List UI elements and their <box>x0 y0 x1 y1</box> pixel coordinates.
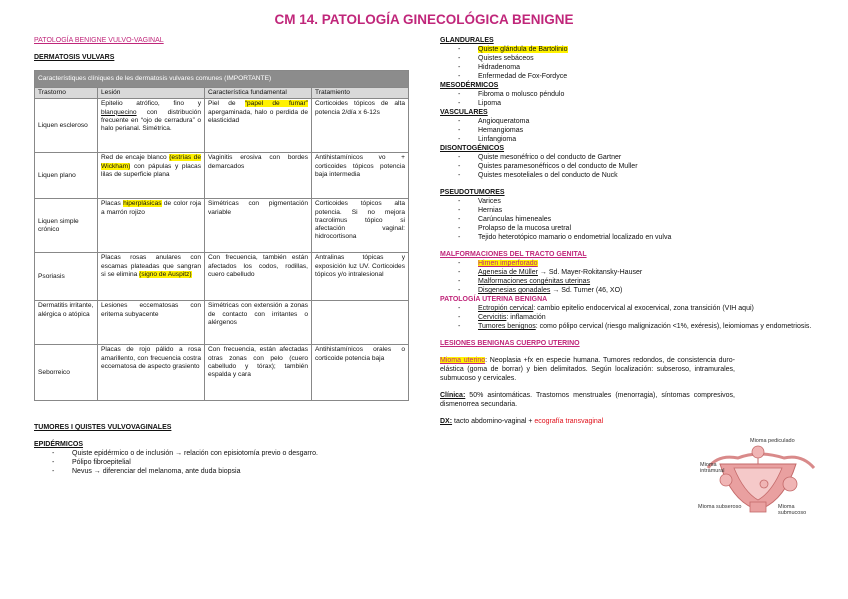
label-intramural: Mioma intramural <box>700 462 725 474</box>
label-pediculado: Mioma pediculado <box>750 438 795 444</box>
section-mesodermicos: MESODÉRMICOS <box>440 82 499 89</box>
table-caption: Característiques clíniques de les dermatosis vulvares comunes (IMPORTANTE) <box>35 71 409 88</box>
list-item: - Varices <box>458 197 820 206</box>
table-row <box>35 301 409 345</box>
cell-lesion: Placas de rojo pálido a rosa amarillento, con frecuencia costra eccematosa de aspecto grasiento <box>98 345 205 401</box>
list-item: - Pólipo fibroepitelial <box>52 458 409 467</box>
list-item: - Angioqueratoma <box>458 117 820 126</box>
vasculares-list <box>440 117 820 144</box>
dx-paragraph: DX: tacto abdomino-vaginal + ecografía transvaginal <box>440 418 604 425</box>
cell-trastorno: Liquen escleroso <box>35 99 98 153</box>
right-column <box>440 36 820 426</box>
list-item: - Quistes sebáceos <box>458 54 820 63</box>
cell-caracteristica: Con frecuencia, también están afectados los codos, rodillas, cuero cabelludo <box>205 253 312 301</box>
cell-tratamiento: Antralinas tópicas y exposición luz UV. Corticoides tópicos y/o intralesional <box>312 253 409 301</box>
section-vasculares: VASCULARES <box>440 109 488 116</box>
cell-trastorno: Dermatitis irritante, alérgica o atópica <box>35 301 98 345</box>
list-item: - Tumores benignos: como pólipo cervical (riesgo malignización <1%, exéresis), leiomiomas y endometriosis. <box>458 322 820 331</box>
list-item: - Malformaciones congénitas uterinas <box>458 277 820 286</box>
section-dermatosis: DERMATOSIS VULVARS <box>34 54 115 61</box>
cell-tratamiento: Corticoides tópicos de alta potencia 2/día x 6-12s <box>312 99 409 153</box>
list-item: - Quistes paramesonéfricos o del conducto de Muller <box>458 162 820 171</box>
cell-lesion: Lesiones eccematosas con eritema subyacente <box>98 301 205 345</box>
list-item: - Quistes mesoteliales o del conducto de Nuck <box>458 171 820 180</box>
pseudotumores-list <box>440 197 820 242</box>
cell-trastorno: Psoriasis <box>35 253 98 301</box>
section-pseudotumores: PSEUDOTUMORES <box>440 189 505 196</box>
cell-trastorno: Seborreico <box>35 345 98 401</box>
uterina-list <box>440 304 820 331</box>
list-item: - Linfangioma <box>458 135 820 144</box>
header-caracteristica: Característica fundamental <box>205 88 312 99</box>
list-item: - Tejido heterotópico mamario o endometrial localizado en vulva <box>458 233 820 242</box>
cell-lesion: Red de encaje blanco (estrías de Wickham) con pápulas y placas lilas de superficie plana <box>98 153 205 199</box>
header-tratamiento: Tratamiento <box>312 88 409 99</box>
list-item: - Nevus → diferenciar del melanoma, ante duda biopsia <box>52 467 409 476</box>
list-item: - Enfermedad de Fox-Fordyce <box>458 72 820 81</box>
cell-trastorno: Liquen plano <box>35 153 98 199</box>
cell-trastorno: Liquen simple crónico <box>35 199 98 253</box>
table-row <box>35 345 409 401</box>
list-item: - Hidradenoma <box>458 63 820 72</box>
mesodermicos-list <box>440 90 820 108</box>
header-trastorno: Trastorno <box>35 88 98 99</box>
dermatosis-table <box>34 70 409 401</box>
list-item: - Hernias <box>458 206 820 215</box>
uterus-illustration <box>698 438 824 516</box>
cell-caracteristica: Vaginitis erosiva con bordes demarcados <box>205 153 312 199</box>
section-tumores: TUMORES I QUISTES VULVOVAGINALES <box>34 424 172 432</box>
cell-caracteristica: Simétricas con pigmentación variable <box>205 199 312 253</box>
clinica-paragraph: Clínica: 50% asintomáticas. Trastornos menstruales (menorragia), síntomas compresivos, dismenorrea secundaria. <box>440 392 735 408</box>
list-item: - Carúnculas himeneales <box>458 215 820 224</box>
table-row <box>35 253 409 301</box>
list-item: - Quiste epidérmico o de inclusión → relación con episiotomía previo o desgarro. <box>52 449 409 458</box>
header-lesion: Lesión <box>98 88 205 99</box>
cell-lesion: Epitelio atrófico, fino y blanquecino con distribución frecuente en “ojo de cerradura” o halo perianal. Simétrica. <box>98 99 205 153</box>
section-epidermicos: EPIDÉRMICOS <box>34 441 84 449</box>
list-item: - Fibroma o molusco péndulo <box>458 90 820 99</box>
table-row <box>35 199 409 253</box>
list-item: - Hemangiomas <box>458 126 820 135</box>
cell-tratamiento: Antihistamínicos vo + corticoides tópicos potencia baja intermedia <box>312 153 409 199</box>
section-vulvovaginal: PATOLOGÍA BENIGNE VULVO-VAGINAL <box>34 37 164 44</box>
cell-tratamiento: Antihistamínicos orales o corticoide potencia baja <box>312 345 409 401</box>
list-item: - Himen imperforado <box>458 259 820 268</box>
section-malformaciones: MALFORMACIONES DEL TRACTO GENITAL <box>440 251 587 258</box>
cell-caracteristica: Con frecuencia, están afectadas otras zonas con pelo (cuero cabelludo y tórax); también espalda y cara <box>205 345 312 401</box>
list-item: - Quiste mesonéfrico o del conducto de Gartner <box>458 153 820 162</box>
cell-caracteristica: Piel de “papel de fumar” apergaminada, halo o perdida de elasticidad <box>205 99 312 153</box>
label-subseroso: Mioma subseroso <box>698 504 742 510</box>
table-header-row <box>35 88 409 99</box>
section-disontogenicos: DISONTOGÉNICOS <box>440 145 505 152</box>
cell-lesion: Placas hiperplásicas de color roja a marrón rojizo <box>98 199 205 253</box>
section-glandulares: GLANDURALES <box>440 37 494 44</box>
table-row <box>35 153 409 199</box>
list-item: - Quiste glándula de Bartolinio <box>458 45 820 54</box>
malformaciones-list <box>440 259 820 295</box>
cell-lesion: Placas rosas anulares con escamas plateadas que sangran si se elimina (signo de Auspitz) <box>98 253 205 301</box>
section-uterina: PATOLOGÍA UTERINA BENIGNA <box>440 296 548 303</box>
left-column <box>34 36 409 476</box>
list-item: - Lipoma <box>458 99 820 108</box>
mioma-paragraph: Mioma uterino: Neoplasia +fx en especie humana. Tumores redondos, de consistencia duro-elástica (goma de borrar) y bien delimitados. Según localización: subseroso, intramurales, submucoso y cervicales. <box>440 357 735 382</box>
list-item: - Prolapso de la mucosa uretral <box>458 224 820 233</box>
list-item: - Ectropión cervical: cambio epitelio endocervical al exocervical, zona transición (VIH aqui) <box>458 304 820 313</box>
label-submucoso: Mioma submucoso <box>778 504 807 516</box>
cell-tratamiento <box>312 301 409 345</box>
glandulares-list <box>440 45 820 81</box>
cell-caracteristica: Simétricas con extensión a zonas de contacto con irritantes o alérgenos <box>205 301 312 345</box>
table-row <box>35 99 409 153</box>
page-title: CM 14. PATOLOGÍA GINECOLÓGICA BENIGNE <box>274 12 574 27</box>
epidermicos-list <box>34 449 409 476</box>
disontogenicos-list <box>440 153 820 180</box>
list-item: - Cervicitis: inflamación <box>458 313 820 322</box>
cell-tratamiento: Corticoides tópicos alta potencia. Si no mejora tracrolimus tópico si afectación vaginal: hidrocortisona <box>312 199 409 253</box>
section-lesiones: LESIONES BENIGNAS CUERPO UTERINO <box>440 340 580 347</box>
list-item: - Disgenesias gonadales → Sd. Turner (46, XO) <box>458 286 820 295</box>
list-item: - Agenesia de Müller → Sd. Mayer-Rokitansky-Hauser <box>458 268 820 277</box>
